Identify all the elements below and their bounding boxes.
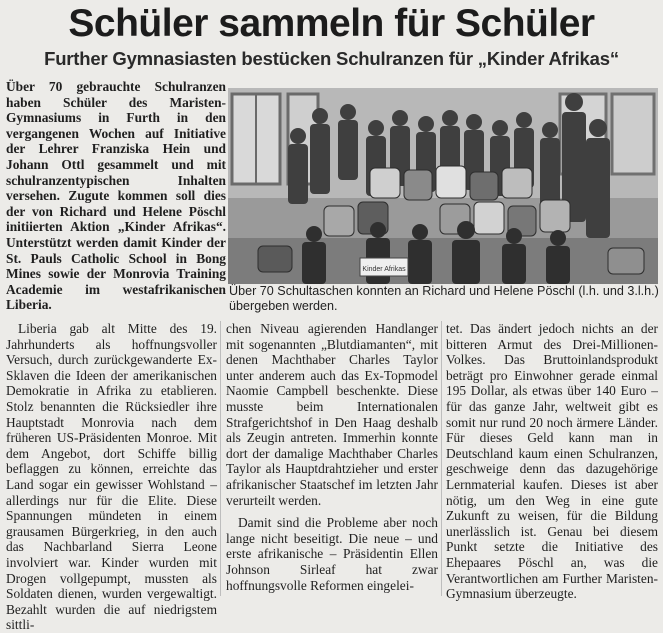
photo-illustration — [228, 88, 658, 284]
article-photo — [228, 88, 658, 284]
body-column-1 — [6, 321, 217, 633]
body-column-2 — [226, 321, 438, 593]
paragraph: Damit sind die Probleme aber noch lange nicht beseitigt. Die neue – und erste afrikanische – Präsidentin Ellen Johnson Sirleaf hat zwar hoffnungsvolle Reformen eingelei- — [226, 515, 438, 593]
body-column-3 — [446, 321, 658, 602]
column-divider — [220, 321, 221, 596]
column-divider — [441, 321, 442, 596]
photo-sign: Kinder Afrikas — [362, 266, 406, 273]
paragraph: Liberia gab alt Mitte des 19. Jahrhunderts als hoffnungsvoller Versuch, durch zurückgewanderte Ex-Sklaven die Ideen der amerikanischen Demokratie in Afrika zu etablieren. Stolz benannten die Rücksiedler ihre Hauptstadt Monrovia nach dem früheren US-Präsidenten Monroe. Mit dem Angebot, dort Schiffe billig beflaggen zu können, erreichte das Land sogar ein gewisser Wohlstand – allerdings nur für die Elite. Diese Spannungen mündeten in einem grausamen Bürgerkrieg, in den auch das Nachbarland Sierra Leone involviert war. Kinder wurden mit Drogen vollgepumpt, mussten als Soldaten dienen, wurden vergewaltigt. Bezahlt wurden die auf niedrigstem sittli- — [6, 321, 217, 633]
paragraph: chen Niveau agierenden Handlanger mit sogenannten „Blutdiamanten“, mit denen Machthaber Charles Taylor unter anderem auch das Ex-Topmodel Naomie Campbell beschenkte. Diese musste beim Internationalen Strafgerichtshof in Den Haag deshalb als Zeugin antreten. Immerhin konnte dort der damalige Machthaber Charles Taylor als Hauptdrahtzieher und erster afrikanischer Staatschef im letzten Jahr verurteilt werden. — [226, 321, 438, 508]
paragraph: tet. Das ändert jedoch nichts an der bitteren Armut des Drei-Millionen-Volkes. Das Bruttoinlandsprodukt beträgt pro Einwohner gerade einmal 195 Dollar, als etwas über 140 Euro – für das ganze Jahr, weltweit gibt es somit nur rund 20 noch ärmere Länder. Für dieses Geld kann man in Deutschland kaum einen Schulranzen, geschweige denn das dazugehörige Lernmaterial kaufen. Dieses ist aber nötig, um den Weg in eine gute Zukunft zu weisen, für die Bildung unerlässlich ist. Genau bei diesem Punkt setzte die Initiative des Ehepaares Pöschl an, was die Verantwortlichen am Further Maristen-Gymnasium überzeugte. — [446, 321, 658, 602]
photo-caption: Über 70 Schultaschen konnten an Richard und Helene Pöschl (l.h. und 3.l.h.) übergeben werden. — [229, 284, 659, 313]
headline: Schüler sammeln für Schüler — [68, 2, 595, 45]
subheadline: Further Gymnasiasten bestücken Schulranzen für „Kinder Afrikas“ — [44, 48, 619, 69]
lead-paragraph: Über 70 gebrauchte Schulranzen haben Schüler des Maristen-Gymnasiums in Furth in den vergangenen Wochen auf Initiative der Lehrer Franziska Hein und Johann Ottl gesammelt und mit schulranzentypischen Inhalten versehen. Zugute kommen soll dies der von Richard und Helene Pöschl initiierten Aktion „Kinder Afrikas“. Unterstützt werden damit Kinder der St. Pauls Catholic School in Bong Mines sowie der Monrovia Training Academie im westafrikanischen Liberia. — [6, 79, 226, 313]
